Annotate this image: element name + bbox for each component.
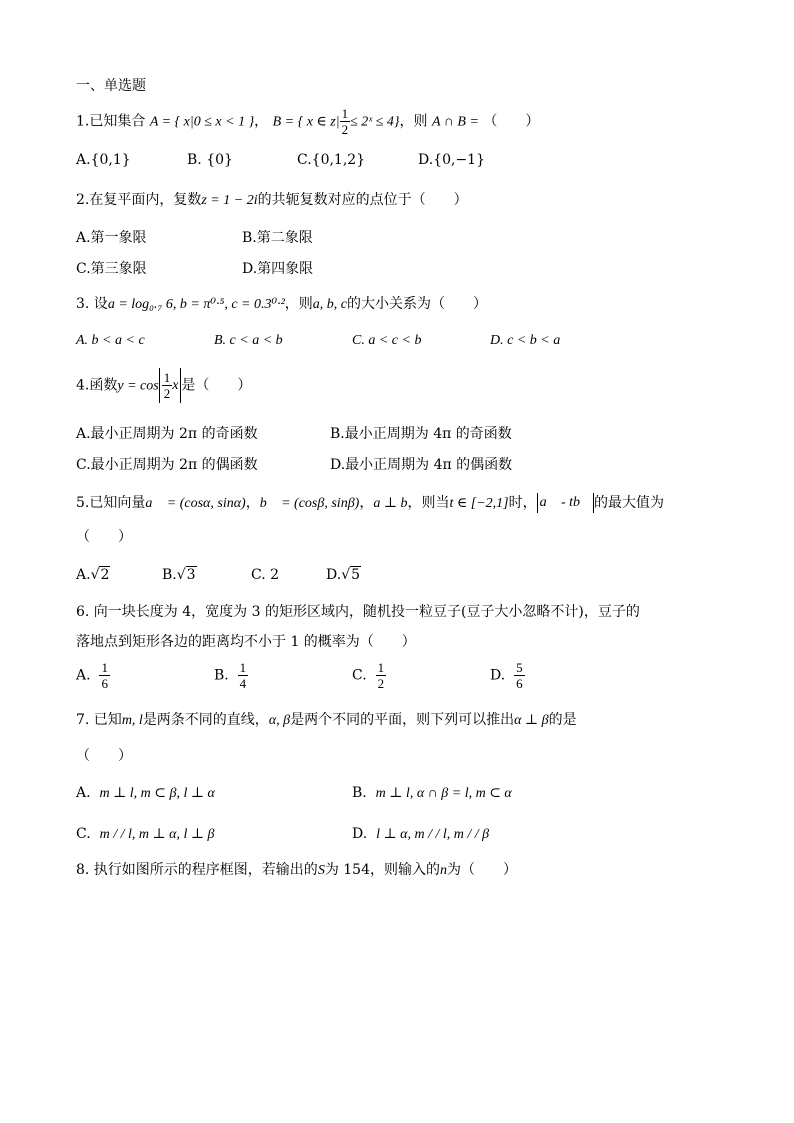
q5-option-b[interactable] xyxy=(162,565,197,585)
q5-perp: a ⊥ b xyxy=(373,496,408,511)
q7-stem-text: 7. 已知 xyxy=(76,712,122,728)
q3-option-c[interactable]: C. a < c < b xyxy=(352,333,422,348)
q5-abs-expr: a⃗ - tb⃗ xyxy=(537,493,594,513)
q2-tail: 的共轭复数对应的点位于（ ） xyxy=(257,192,468,208)
q7-paren: （ ） xyxy=(76,748,132,764)
q8-mid: 为 154，则输入的 xyxy=(324,862,440,878)
q3-option-a[interactable]: A. b < a < c xyxy=(76,333,145,348)
q4-option-c[interactable]: C.最小正周期为 2π 的偶函数 xyxy=(76,457,258,473)
q2-option-b[interactable]: B.第二象限 xyxy=(242,230,313,246)
question-1-stem: 1.已知集合 A = { x|0 ≤ x < 1 }， B = { x ∈ z| $\frac{1}{2}$ ≤ 2ˣ ≤ 4}，则 A ∩ B = （ ） xyxy=(76,106,540,137)
q7-option-c-label: C. xyxy=(76,826,91,842)
q8-stem-text: 8. 执行如图所示的程序框图，若输出的 xyxy=(76,862,318,878)
q4-frac-den: 2 xyxy=(163,385,171,401)
q7-option-c-expr: m / / l, m ⊥ α, l ⊥ β xyxy=(99,827,215,842)
q7-target: α ⊥ β xyxy=(514,713,549,728)
question-7-stem xyxy=(76,710,577,731)
q7-lines-var: m, l xyxy=(121,713,143,728)
q1-frac xyxy=(340,106,351,137)
q1-stem-text: 1.已知集合 xyxy=(76,113,146,130)
q5-vec-a: a⃗ = (cosα, sinα) xyxy=(145,496,246,511)
q1-paren: （ ） xyxy=(483,113,540,130)
q6-option-d-label: D. xyxy=(490,667,506,684)
q5-option-c[interactable]: C. 2 xyxy=(251,567,280,583)
q7-option-a-label: A. xyxy=(76,785,91,801)
q3-option-d[interactable]: D. c < b < a xyxy=(490,333,561,348)
question-4-stem xyxy=(76,368,251,404)
sqrt-icon: √3 xyxy=(176,567,196,583)
q5-option-a[interactable] xyxy=(76,565,110,585)
q7-option-b-label: B. xyxy=(352,785,367,801)
q5-option-a-radicand: 2 xyxy=(100,567,110,583)
q7-option-c[interactable] xyxy=(76,824,215,845)
q4-frac xyxy=(162,370,173,401)
q5-range: t ∈ [−2,1] xyxy=(449,496,509,511)
q4-expr-pre: y = cos xyxy=(117,378,159,394)
q7-option-a[interactable] xyxy=(76,783,215,804)
q4-tail: 是（ ） xyxy=(181,377,252,394)
q8-var-s: S xyxy=(317,863,325,878)
q6-option-a-frac xyxy=(99,660,110,691)
sqrt-icon: √5 xyxy=(341,567,361,583)
q6-option-b-frac xyxy=(238,660,249,691)
q1-expr: A ∩ B = xyxy=(431,114,479,130)
sqrt-icon: √2 xyxy=(90,567,110,583)
q1-option-d[interactable]: D.{0,−1} xyxy=(418,152,485,168)
question-3-stem xyxy=(76,294,487,315)
q1-set-b-post: ≤ 2ˣ ≤ 4} xyxy=(350,114,400,130)
question-2-stem xyxy=(76,190,468,211)
q6-d-num: 5 xyxy=(516,660,523,675)
q2-option-c[interactable]: C.第三象限 xyxy=(76,261,147,277)
q5-mid2: 时， xyxy=(508,495,537,511)
q7-option-b-expr: m ⊥ l, α ∩ β = l, m ⊂ α xyxy=(375,786,512,801)
q7-mid2: 是两个不同的平面，则下列可以推出 xyxy=(290,712,515,728)
q8-var-n: n xyxy=(439,863,447,878)
q5-sep2: ， xyxy=(359,495,374,511)
q7-planes-var: α, β xyxy=(268,713,291,728)
q4-option-b[interactable]: B.最小正周期为 4π 的奇函数 xyxy=(330,426,512,442)
q6-option-c-frac xyxy=(376,660,387,691)
q4-option-a[interactable]: A.最小正周期为 2π 的奇函数 xyxy=(76,426,258,442)
q7-mid: 是两条不同的直线， xyxy=(142,712,269,728)
q4-abs xyxy=(159,368,182,403)
q7-option-b[interactable] xyxy=(352,783,512,804)
q6-c-num: 1 xyxy=(377,660,385,675)
q5-sep1: ， xyxy=(245,495,260,511)
q5-mid: ，则当 xyxy=(407,495,450,511)
q3-expr: a = log₀.₇ 6, b = π⁰·⁵, c = 0.3⁰·² xyxy=(107,297,285,312)
q6-option-b[interactable] xyxy=(214,660,248,691)
q6-a-den: 6 xyxy=(101,676,108,691)
q6-b-num: 1 xyxy=(239,660,247,675)
q6-option-a-label: A. xyxy=(76,667,91,684)
q4-var: x xyxy=(172,378,179,393)
q2-expr: z = 1 − 2i xyxy=(201,193,258,208)
question-6-line-1: 6. 向一块长度为 4，宽度为 3 的矩形区域内，随机投一粒豆子(豆子大小忽略不计)，豆子的 xyxy=(76,604,640,620)
q6-option-c[interactable] xyxy=(352,660,386,691)
q3-tail: 的大小关系为（ ） xyxy=(347,296,488,312)
q6-option-a[interactable] xyxy=(76,660,110,691)
q7-option-d[interactable] xyxy=(352,824,489,845)
q6-option-b-label: B. xyxy=(214,667,229,684)
q7-option-d-expr: l ⊥ α, m / / l, m / / β xyxy=(376,827,490,842)
q5-option-b-label: B. xyxy=(162,567,177,583)
q1-frac-den: 2 xyxy=(341,122,349,137)
q5-option-c-label: C. xyxy=(251,567,266,583)
q6-option-d-frac xyxy=(514,660,525,691)
question-8-stem xyxy=(76,860,517,881)
q4-option-d[interactable]: D.最小正周期为 4π 的偶函数 xyxy=(330,457,513,473)
q5-option-d-label: D. xyxy=(326,567,342,583)
q5-option-a-label: A. xyxy=(76,567,91,583)
question-5-stem xyxy=(76,493,664,514)
q3-option-b[interactable]: B. c < a < b xyxy=(214,333,283,348)
q6-a-num: 1 xyxy=(101,660,108,675)
q5-stem-text: 5.已知向量 xyxy=(76,495,146,511)
q3-vars: a, b, c xyxy=(312,297,348,312)
q4-frac-num: 1 xyxy=(163,369,171,385)
q5-vec-b: b⃗ = (cosβ, sinβ) xyxy=(259,496,360,511)
q1-set-a: A = { x|0 ≤ x < 1 } xyxy=(149,114,255,130)
q7-tail: 的是 xyxy=(548,712,577,728)
q1-set-b-pre: B = { x ∈ z| xyxy=(272,114,340,130)
q1-frac-num: 1 xyxy=(341,106,349,121)
q5-paren: （ ） xyxy=(76,529,132,545)
q4-stem-text: 4.函数 xyxy=(76,377,118,394)
q7-option-d-label: D. xyxy=(352,826,368,842)
q2-stem-text: 2.在复平面内，复数 xyxy=(76,192,202,208)
q7-option-a-expr: m ⊥ l, m ⊂ β, l ⊥ α xyxy=(99,786,215,801)
question-6-line-2: 落地点到矩形各边的距离均不小于 1 的概率为（ ） xyxy=(76,634,416,650)
q2-option-a[interactable]: A.第一象限 xyxy=(76,230,147,246)
q6-b-den: 4 xyxy=(239,676,247,691)
q6-option-d[interactable] xyxy=(490,660,525,691)
q1-option-c[interactable]: C.{0,1,2} xyxy=(297,152,366,168)
q3-stem-text: 3. 设 xyxy=(76,296,108,312)
q5-tail: 的最大值为 xyxy=(593,495,664,511)
q6-d-den: 6 xyxy=(516,676,523,691)
q8-tail: 为（ ） xyxy=(446,862,517,878)
q5-option-d[interactable] xyxy=(326,565,361,585)
q6-c-den: 2 xyxy=(377,676,385,691)
q3-mid: ，则 xyxy=(284,296,313,312)
q6-option-c-label: C. xyxy=(352,667,367,684)
q1-tail: ，则 xyxy=(399,113,428,130)
q1-option-a[interactable]: A.{0,1} xyxy=(76,152,131,168)
q5-option-d-radicand: 5 xyxy=(351,567,361,583)
section-title: 一、单选题 xyxy=(76,78,146,94)
q1-option-b[interactable]: B. {0} xyxy=(187,152,233,168)
q5-option-b-radicand: 3 xyxy=(186,567,196,583)
q2-option-d[interactable]: D.第四象限 xyxy=(242,261,314,277)
